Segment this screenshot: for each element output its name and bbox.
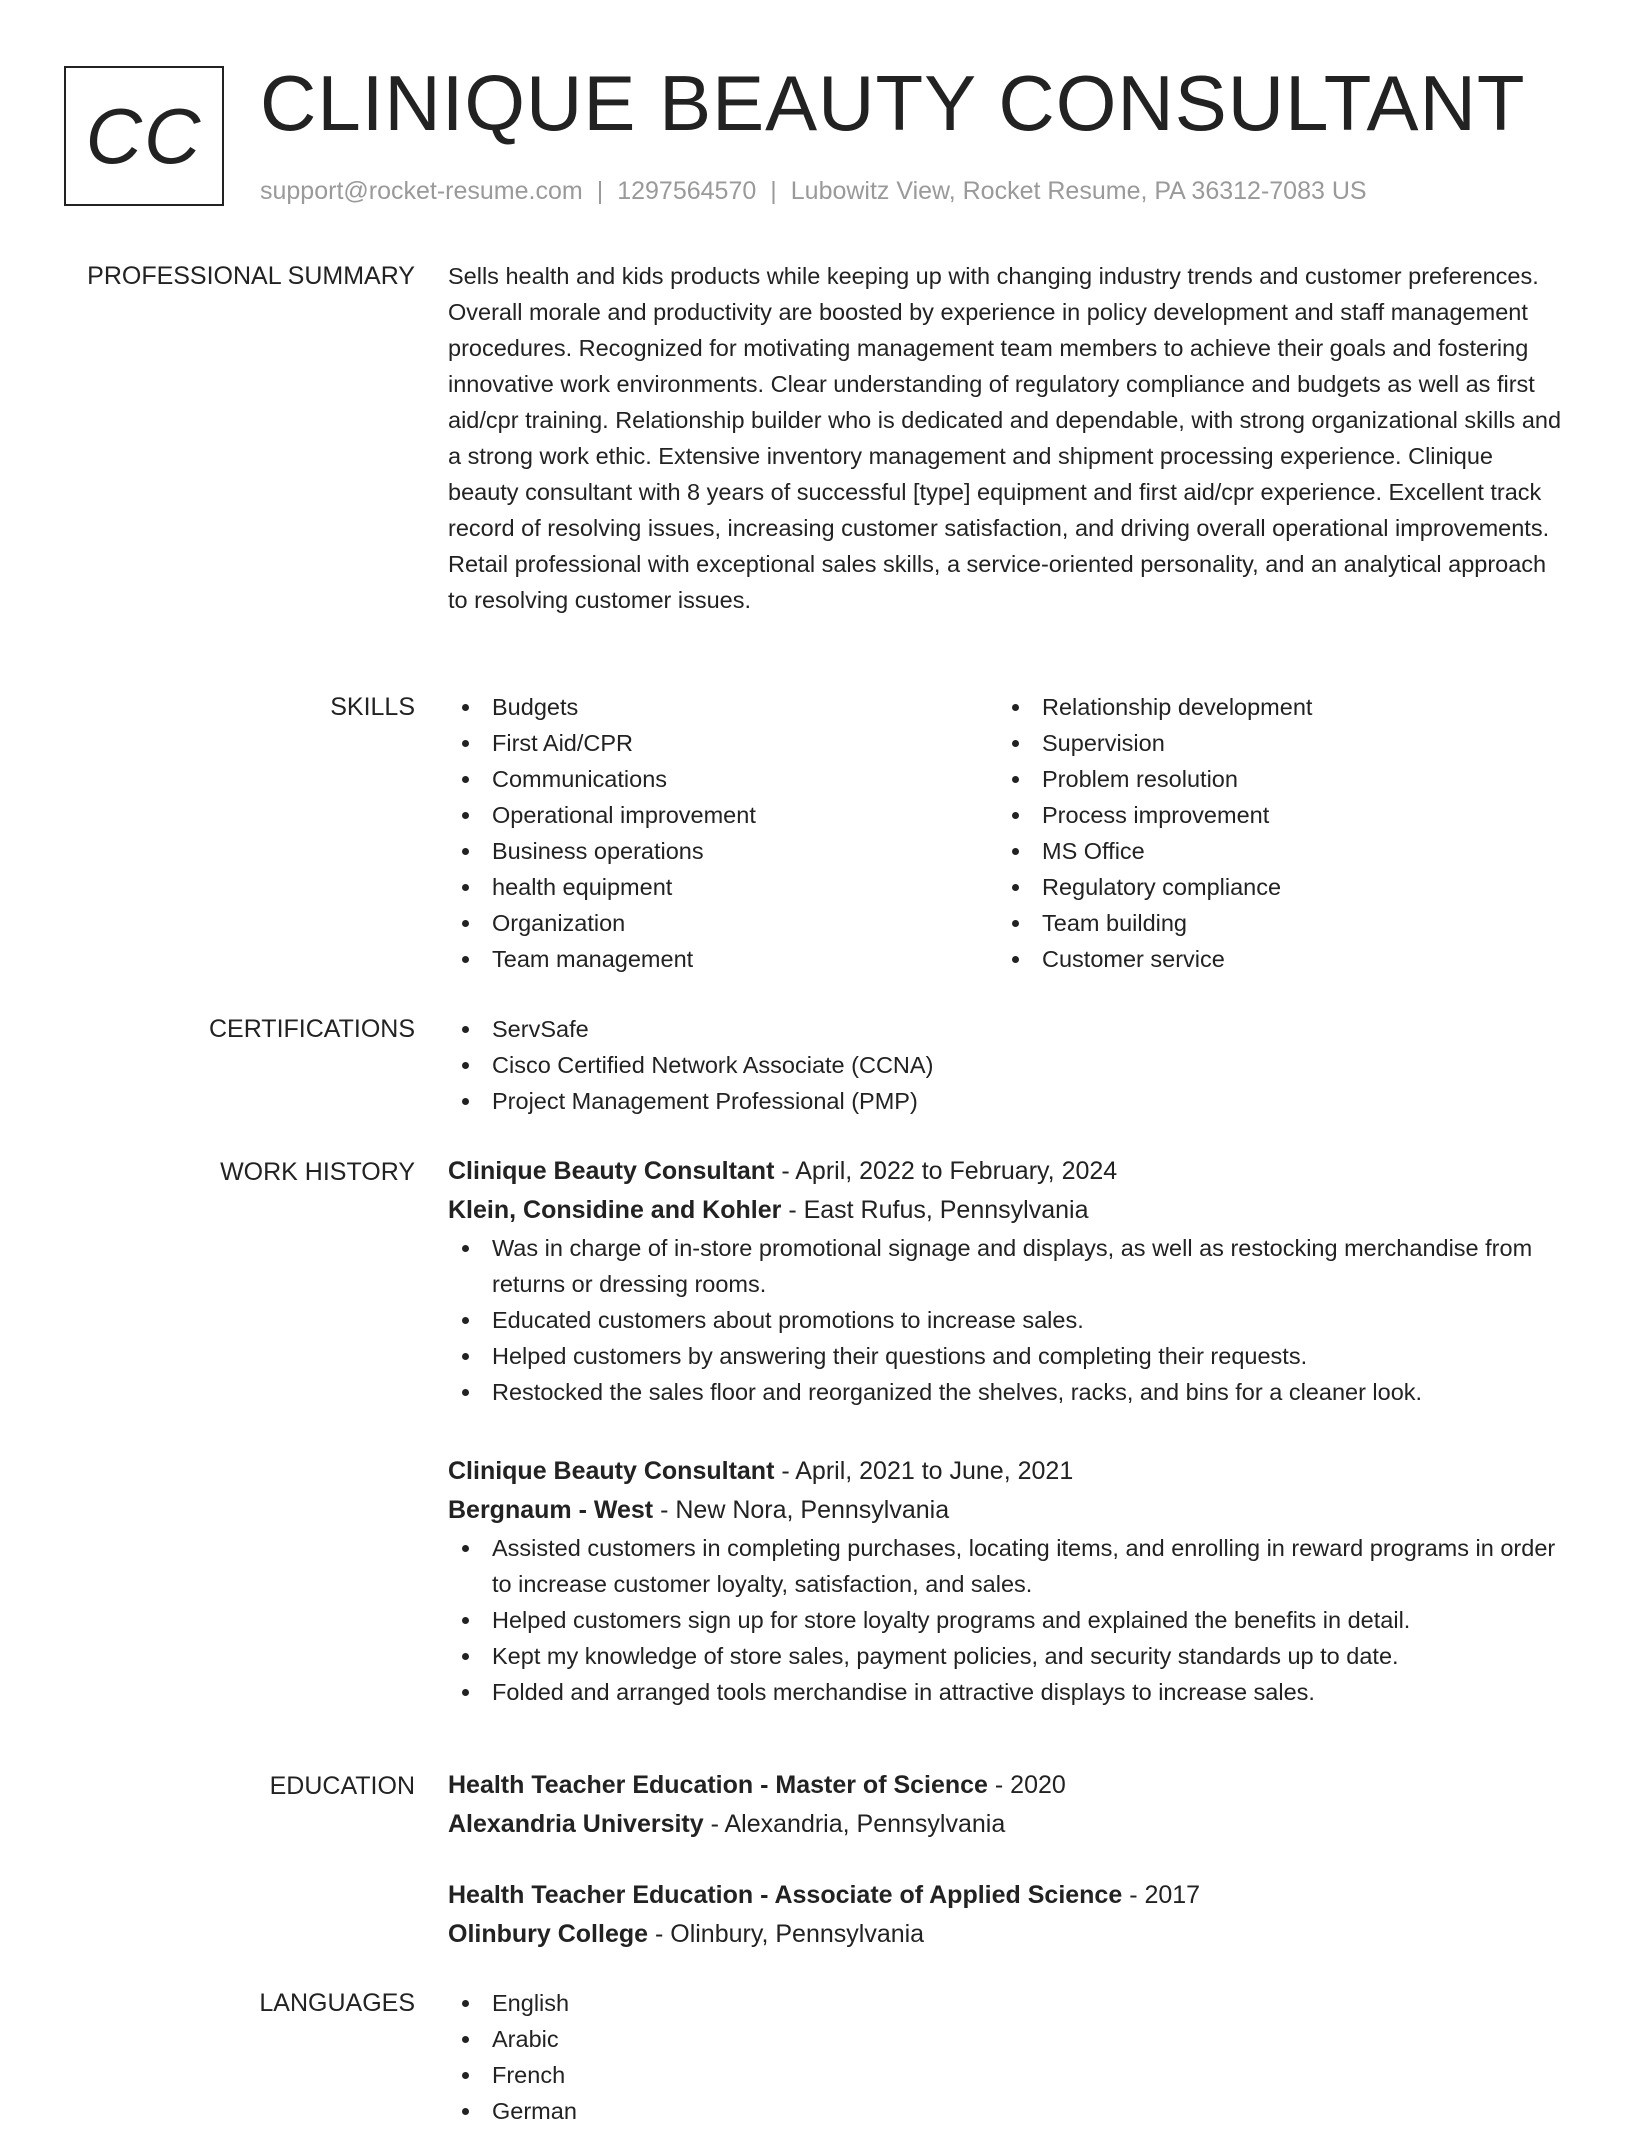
skills-columns [448, 689, 1568, 977]
language-item: English [448, 1985, 1568, 2021]
job-duty: Educated customers about promotions to increase sales. [448, 1302, 1568, 1338]
education-location: - Alexandria, Pennsylvania [703, 1810, 1006, 1838]
resume-name: CLINIQUE BEAUTY CONSULTANT [260, 59, 1526, 147]
summary-text: Sells health and kids products while keeping up with changing industry trends and customer preferences. Overall morale and productivity are boosted by experience in policy development and staff management procedures. Recognized for motivating management team members to achieve their goals and fostering innovative work environments. Clear understanding of regulatory compliance and budgets as well as first aid/cpr training. Relationship builder who is dedicated and dependable, with strong organizational skills and a strong work ethic. Extensive inventory management and shipment processing experience. Clinique beauty consultant with 8 years of successful [type] equipment and first aid/cpr experience. Excellent track record of resolving issues, increasing customer satisfaction, and driving overall operational improvements. Retail professional with exceptional sales skills, a service-oriented personality, and an analytical approach to resolving customer issues. [448, 263, 1562, 613]
skill-item: Team building [998, 905, 1548, 941]
skill-item: Problem resolution [998, 761, 1548, 797]
contact-separator: | [770, 177, 777, 205]
skill-item: Business operations [448, 833, 998, 869]
job-company: Bergnaum - West [448, 1496, 654, 1524]
skill-item: Customer service [998, 941, 1548, 977]
education-degree: Health Teacher Education - Associate of Applied Science [448, 1881, 1123, 1909]
language-item: French [448, 2057, 1568, 2093]
education-degree: Health Teacher Education - Master of Science [448, 1771, 988, 1799]
section-label-skills: SKILLS [330, 693, 415, 721]
job-company: Klein, Considine and Kohler [448, 1196, 782, 1224]
contact-phone: 1297564570 [617, 177, 757, 205]
section-label-work-history: WORK HISTORY [220, 1158, 415, 1186]
job-duty: Restocked the sales floor and reorganized the shelves, racks, and bins for a cleaner look. [448, 1374, 1568, 1410]
education-school-line [448, 1805, 1568, 1844]
skills-list-left [448, 689, 998, 977]
skill-item: Relationship development [998, 689, 1548, 725]
certifications-list [448, 1011, 1568, 1119]
summary-body [448, 258, 1568, 618]
job-duties-list [448, 1530, 1568, 1710]
education-school-line [448, 1915, 1568, 1954]
skill-item: Communications [448, 761, 998, 797]
certification-item: ServSafe [448, 1011, 1568, 1047]
job-duty: Assisted customers in completing purchases, locating items, and enrolling in reward programs in order to increase customer loyalty, satisfaction, and sales. [448, 1530, 1568, 1602]
languages-body [448, 1985, 1568, 2129]
job-duty: Was in charge of in-store promotional signage and displays, as well as restocking merchandise from returns or dressing rooms. [448, 1230, 1568, 1302]
education-location: - Olinbury, Pennsylvania [648, 1920, 925, 1948]
job-duty: Folded and arranged tools merchandise in attractive displays to increase sales. [448, 1674, 1568, 1710]
section-label-summary: PROFESSIONAL SUMMARY [87, 262, 415, 290]
job-dates: - April, 2022 to February, 2024 [774, 1157, 1118, 1185]
certification-item: Project Management Professional (PMP) [448, 1083, 1568, 1119]
education-school: Alexandria University [448, 1810, 704, 1838]
skill-item: Operational improvement [448, 797, 998, 833]
skill-item: Budgets [448, 689, 998, 725]
job-duties-list [448, 1230, 1568, 1410]
education-year: - 2020 [987, 1771, 1066, 1799]
skill-item: First Aid/CPR [448, 725, 998, 761]
job-title: Clinique Beauty Consultant [448, 1457, 775, 1485]
certification-item: Cisco Certified Network Associate (CCNA) [448, 1047, 1568, 1083]
skill-item: Supervision [998, 725, 1548, 761]
education-school: Olinbury College [448, 1920, 649, 1948]
contact-line [260, 174, 1367, 208]
education-degree-line [448, 1876, 1568, 1915]
skill-item: Team management [448, 941, 998, 977]
job-duty: Helped customers by answering their questions and completing their requests. [448, 1338, 1568, 1374]
contact-separator: | [596, 177, 604, 205]
job-title-line [448, 1152, 1568, 1191]
job-title: Clinique Beauty Consultant [448, 1157, 775, 1185]
job-dates: - April, 2021 to June, 2021 [774, 1457, 1074, 1485]
monogram: CC [64, 66, 224, 206]
skill-item: health equipment [448, 869, 998, 905]
work-history-body [448, 1152, 1568, 1752]
job-title-line [448, 1452, 1568, 1491]
job-entry [448, 1452, 1568, 1710]
skill-item: Organization [448, 905, 998, 941]
section-label-certifications: CERTIFICATIONS [208, 1015, 415, 1043]
education-degree-line [448, 1766, 1568, 1805]
job-location: - East Rufus, Pennsylvania [781, 1196, 1089, 1224]
job-duty: Kept my knowledge of store sales, payment policies, and security standards up to date. [448, 1638, 1568, 1674]
section-label-education: EDUCATION [269, 1772, 415, 1800]
job-duty: Helped customers sign up for store loyalty programs and explained the benefits in detail. [448, 1602, 1568, 1638]
contact-email: support@rocket-resume.com [260, 177, 583, 205]
skill-item: Regulatory compliance [998, 869, 1548, 905]
skill-item: MS Office [998, 833, 1548, 869]
education-year: - 2017 [1122, 1881, 1201, 1909]
skill-item: Process improvement [998, 797, 1548, 833]
education-body [448, 1766, 1568, 1986]
certifications-body [448, 1011, 1568, 1119]
job-company-line [448, 1191, 1568, 1230]
education-entry [448, 1766, 1568, 1844]
education-entry [448, 1876, 1568, 1954]
languages-list [448, 1985, 1568, 2129]
job-company-line [448, 1491, 1568, 1530]
skills-list-right [998, 689, 1548, 977]
section-label-languages: LANGUAGES [259, 1989, 415, 2017]
job-entry [448, 1152, 1568, 1410]
language-item: Arabic [448, 2021, 1568, 2057]
language-item: German [448, 2093, 1568, 2129]
job-location: - New Nora, Pennsylvania [653, 1496, 950, 1524]
contact-address: Lubowitz View, Rocket Resume, PA 36312-7083 US [790, 177, 1367, 205]
